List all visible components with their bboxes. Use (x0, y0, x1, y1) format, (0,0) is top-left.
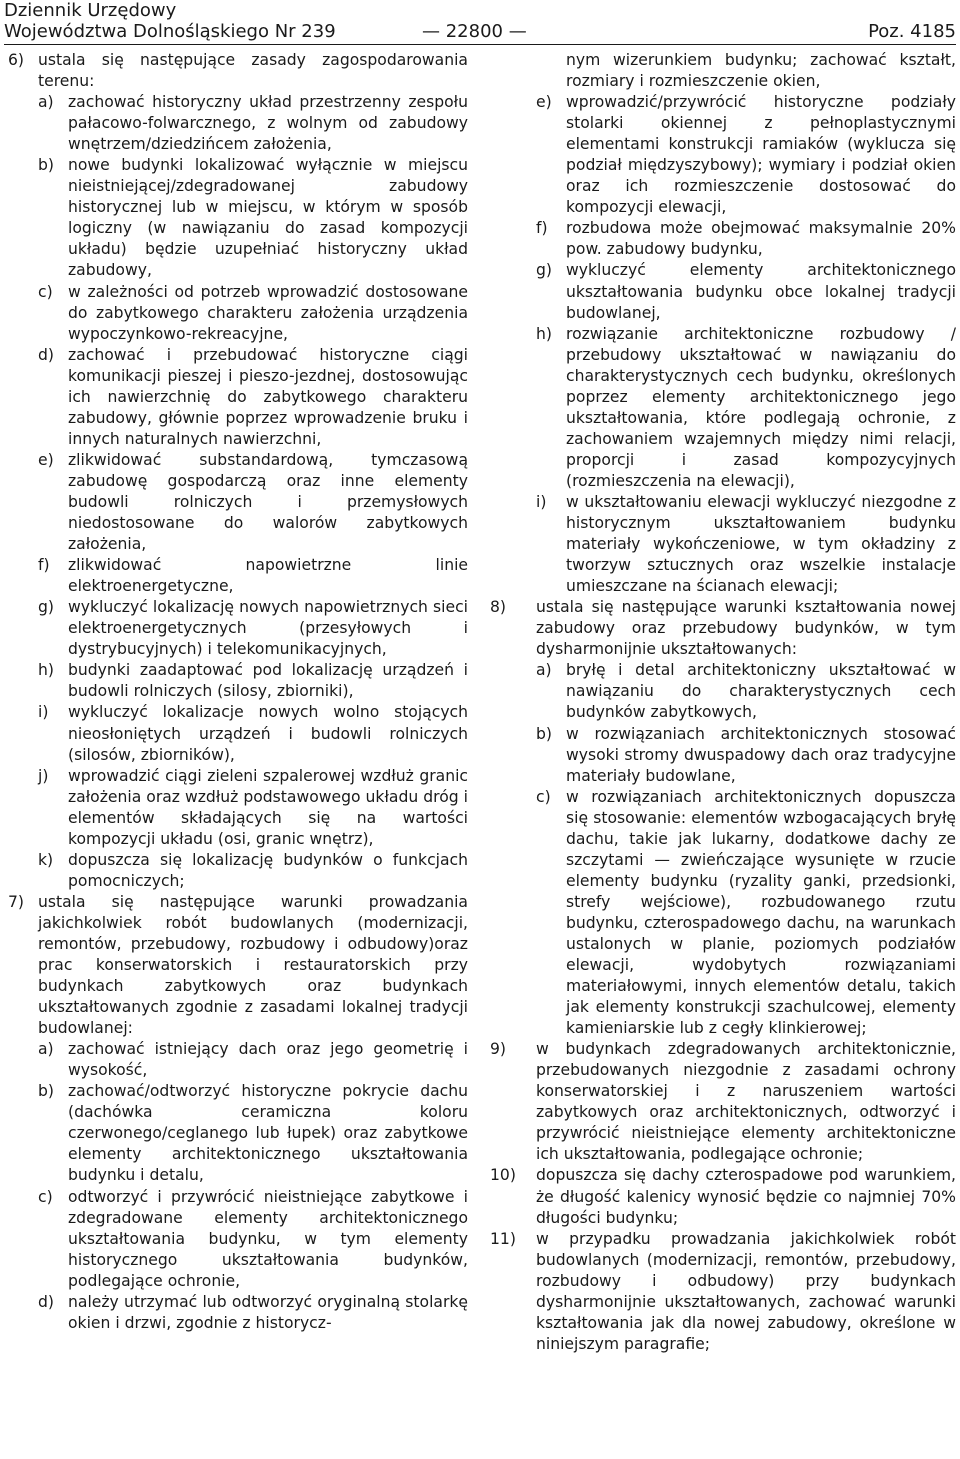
list-item (490, 1229, 956, 1355)
page-header (4, 0, 956, 44)
sub-list-item (8, 660, 468, 702)
sub-list-item (8, 1292, 468, 1334)
list-item (8, 892, 468, 1039)
item-number: 7) (8, 892, 25, 911)
item-number: f) (536, 219, 548, 238)
item-text: zachować i przebudować historyczne ciągi komunikacji pieszej i pieszo-jezdnej, dostosowując ich nawierzchnię do zabytkowego charakteru zabudowy, głównie poprzez wprowadzenie bruku i innych naturalnych nawierzchni, (68, 345, 468, 448)
item-number: e) (536, 93, 552, 112)
item-text: wykluczyć lokalizacje nowych wolno stojących nieosłoniętych urządzeń i budowli rolniczych (silosów, zbiorników), (68, 703, 468, 764)
sub-list-item (8, 450, 468, 555)
sub-list-item (8, 850, 468, 892)
item-number: d) (38, 1292, 54, 1311)
sub-list-item (8, 597, 468, 660)
sub-list-item (8, 282, 468, 345)
item-number: a) (38, 93, 54, 112)
region-issue: Województwa Dolnośląskiego Nr 239 (4, 21, 336, 42)
list-item (490, 1165, 956, 1228)
item-text: rozwiązanie architektoniczne rozbudowy / przebudowy ukształtować w nawiązaniu do charakterystycznych cech budynku, określonych poprzez elementy architektonicznego jego ukształtowania, które podlegają ochronie, z zachowaniem wzajemnych między nimi relacji, proporcji i zasad kompozycyjnych (rozmieszczenia na elewacji), (566, 324, 956, 490)
sub-list-item (8, 1039, 468, 1081)
sub-list-item (8, 702, 468, 765)
item-number: 6) (8, 51, 25, 69)
list-item (490, 1039, 956, 1165)
item-number: b) (38, 1082, 54, 1101)
sub-list-item (490, 324, 956, 492)
item-number: k) (38, 850, 54, 869)
item-number: f) (38, 556, 50, 575)
sub-list-item (490, 260, 956, 323)
item-text: zlikwidować napowietrzne linie elektroenergetyczne, (68, 556, 468, 596)
item-number: a) (536, 661, 552, 680)
item-text: bryłę i detal architektoniczny ukształtować w nawiązaniu do charakterystycznych cech budynków zabytkowych, (566, 661, 956, 722)
continuation-text: nym wizerunkiem budynku; zachować kształt, rozmiary i rozmieszczenie okien, (566, 51, 956, 91)
position-number: Poz. 4185 (868, 21, 956, 42)
item-text: dopuszcza się dachy czterospadowe pod warunkiem, że długość kalenicy wynosić będzie co najmniej 70% długości budynku; (536, 1166, 956, 1227)
item-text: w zależności od potrzeb wprowadzić dostosowane do zabytkowego charakteru założenia urządzenia wypoczynkowo-rekreacyjne, (68, 282, 468, 343)
item-text: zachować/odtworzyć historyczne pokrycie dachu (dachówka ceramiczna koloru czerwonego/ceglanego lub łupek) oraz zabytkowe elementy architektonicznego ukształtowania budynku i detalu, (68, 1082, 468, 1185)
item-text: wprowadzić ciągi zieleni szpalerowej wzdłuż granic założenia oraz wzdłuż podstawowego układu dróg i elementów składających się na wartości kompozycji układu (osi, granic wnętrz), (68, 766, 468, 848)
item-number: 10) (490, 1166, 516, 1185)
list-item (490, 597, 956, 660)
item-number: b) (38, 156, 54, 175)
item-number: i) (536, 492, 547, 511)
item-number: d) (38, 345, 54, 364)
item-number: 8) (490, 598, 507, 617)
sub-list-item (490, 492, 956, 597)
sub-list-item (490, 787, 956, 1040)
item-text: rozbudowa może obejmować maksymalnie 20% pow. zabudowy budynku, (566, 219, 956, 259)
sub-list-item (490, 660, 956, 723)
item-number: c) (38, 1187, 53, 1206)
item-text: wprowadzić/przywrócić historyczne podziały stolarki okiennej z pełnoplastycznymi elementami konstrukcji ramiaków (wyklucza się podział międzyszybowy); wymiary i podział okien oraz ich rozmieszczenie dostosować do kompozycji elewacji, (566, 93, 956, 217)
item-number: 11) (490, 1229, 516, 1248)
sub-list-item (8, 345, 468, 450)
item-text: ustala się następujące warunki prowadzania jakichkolwiek robót budowlanych (modernizacji, remontów, przebudowy, rozbudowy i odbudowy)oraz prac konserwatorskich i restauratorskich przy budynkach zabytkowych oraz budynkach ukształtowanych zgodnie z zasadami lokalnej tradycji budowlanej: (38, 892, 468, 1038)
item-text: wykluczyć elementy architektonicznego ukształtowania budynku obce lokalnej tradycji budowlanej, (566, 261, 956, 322)
sub-list-item (490, 218, 956, 260)
sub-list-item (490, 724, 956, 787)
sub-list-item (8, 1081, 468, 1186)
header-rule (4, 44, 956, 45)
item-text: w rozwiązaniach architektonicznych dopuszcza się stosowanie: elementów wzbogacających bryłę dachu, takie jak lukarny, dodatkowe dachy ze szczytami — zwieńczające wysunięte w rzucie elementy budynku (ryzality ganki, przedsionki, strefy wejściowe), rozbudowanego rzutu budynku, czterospadowego dachu, na warunkach ustalonych w planie, poziomych podziałów elewacji, wydobytych rozwiązaniami materiałowymi, innych elementów detalu, takich jak elementy konstrukcji szachulcowej, elementy kamieniarskie lub z cegły klinkierowej; (566, 787, 956, 1038)
sub-list-item (8, 92, 468, 155)
item-text: odtworzyć i przywrócić nieistniejące zabytkowe i zdegradowane elementy architektonicznego ukształtowania budynku, w tym elementy historycznego ukształtowania budynków, podlegające ochronie, (68, 1187, 468, 1290)
item-text: ustala się następujące warunki kształtowania nowej zabudowy oraz przebudowy budynków, w tym dysharmonijnie ukształtowanych: (536, 598, 956, 659)
item-text: zlikwidować substandardową, tymczasową zabudowę gospodarczą oraz inne elementy budowli rolniczych i przemysłowych niedostosowane do walorów zabytkowych założenia, (68, 450, 468, 554)
sub-list-item (8, 1187, 468, 1292)
item-text: zachować istniejący dach oraz jego geometrię i wysokość, (68, 1040, 468, 1080)
sub-list-item (8, 155, 468, 281)
item-number: e) (38, 450, 54, 469)
item-text: budynki zaadaptować pod lokalizację urządzeń i budowli rolniczych (silosy, zbiorniki), (68, 661, 468, 701)
item-text: w przypadku prowadzania jakichkolwiek robót budowlanych (modernizacji, remontów, przebudowy, rozbudowy i odbudowy) przy budynkach dysharmonijnie ukształtowanych, zachować warunki kształtowania jak dla nowej zabudowy, określone w niniejszym paragrafie; (536, 1229, 956, 1353)
item-number: j) (38, 766, 49, 785)
sub-list-item (490, 92, 956, 218)
item-text: w rozwiązaniach architektonicznych stosować wysoki stromy dwuspadowy dach oraz tradycyjne materiały budowlane, (566, 724, 956, 785)
item-number: 9) (490, 1040, 507, 1059)
item-number: i) (38, 703, 49, 722)
journal-title: Dziennik Urzędowy (4, 0, 177, 21)
item-text: w ukształtowaniu elewacji wykluczyć niezgodne z historycznym ukształtowaniem budynku materiały wykończeniowe, w tym okładziny z tworzyw sztucznych oraz wszelkie instalacje umieszczane na ścianach elewacji; (566, 492, 956, 596)
item-number: a) (38, 1040, 54, 1059)
left-text-column (8, 50, 468, 1455)
list-item (8, 50, 468, 92)
item-number: b) (536, 724, 552, 743)
item-text: ustala się następujące zasady zagospodarowania terenu: (38, 51, 468, 91)
item-number: g) (536, 261, 552, 280)
sub-list-item (8, 766, 468, 850)
item-number: h) (536, 324, 552, 343)
item-text: nowe budynki lokalizować wyłącznie w miejscu nieistniejącej/zdegradowanej zabudowy historycznej lub w miejscu, w którym w sposób logiczny (w nawiązaniu do zasad kompozycji układu) będzie uzupełniać historyczny układ zabudowy, (68, 156, 468, 280)
item-number: g) (38, 598, 54, 617)
item-text: w budynkach zdegradowanych architektonicznie, przebudowanych niezgodnie z zasadami ochrony konserwatorskiej i z naruszeniem wartości zabytkowych oraz architektonicznych, odtworzyć i przywrócić nieistniejące elementy architektoniczne ich ukształtowania, podlegające ochronie; (536, 1040, 956, 1164)
item-text: dopuszcza się lokalizację budynków o funkcjach pomocniczych; (68, 850, 468, 890)
sub-list-item (8, 555, 468, 597)
item-number: c) (536, 787, 551, 806)
item-text: wykluczyć lokalizację nowych napowietrznych sieci elektroenergetycznych (przesyłowych i dystrybucyjnych) i telekomunikacyjnych, (68, 598, 468, 659)
page-number: — 22800 — (422, 21, 527, 42)
item-number: c) (38, 282, 53, 301)
item-text: należy utrzymać lub odtworzyć oryginalną stolarkę okien i drzwi, zgodnie z historycz- (68, 1292, 468, 1332)
item-text: zachować historyczny układ przestrzenny zespołu pałacowo-folwarcznego, z wolnym od zabudowy wnętrzem/dziedzińcem założenia, (68, 93, 468, 154)
item-number: h) (38, 661, 54, 680)
right-text-column (490, 50, 956, 1455)
